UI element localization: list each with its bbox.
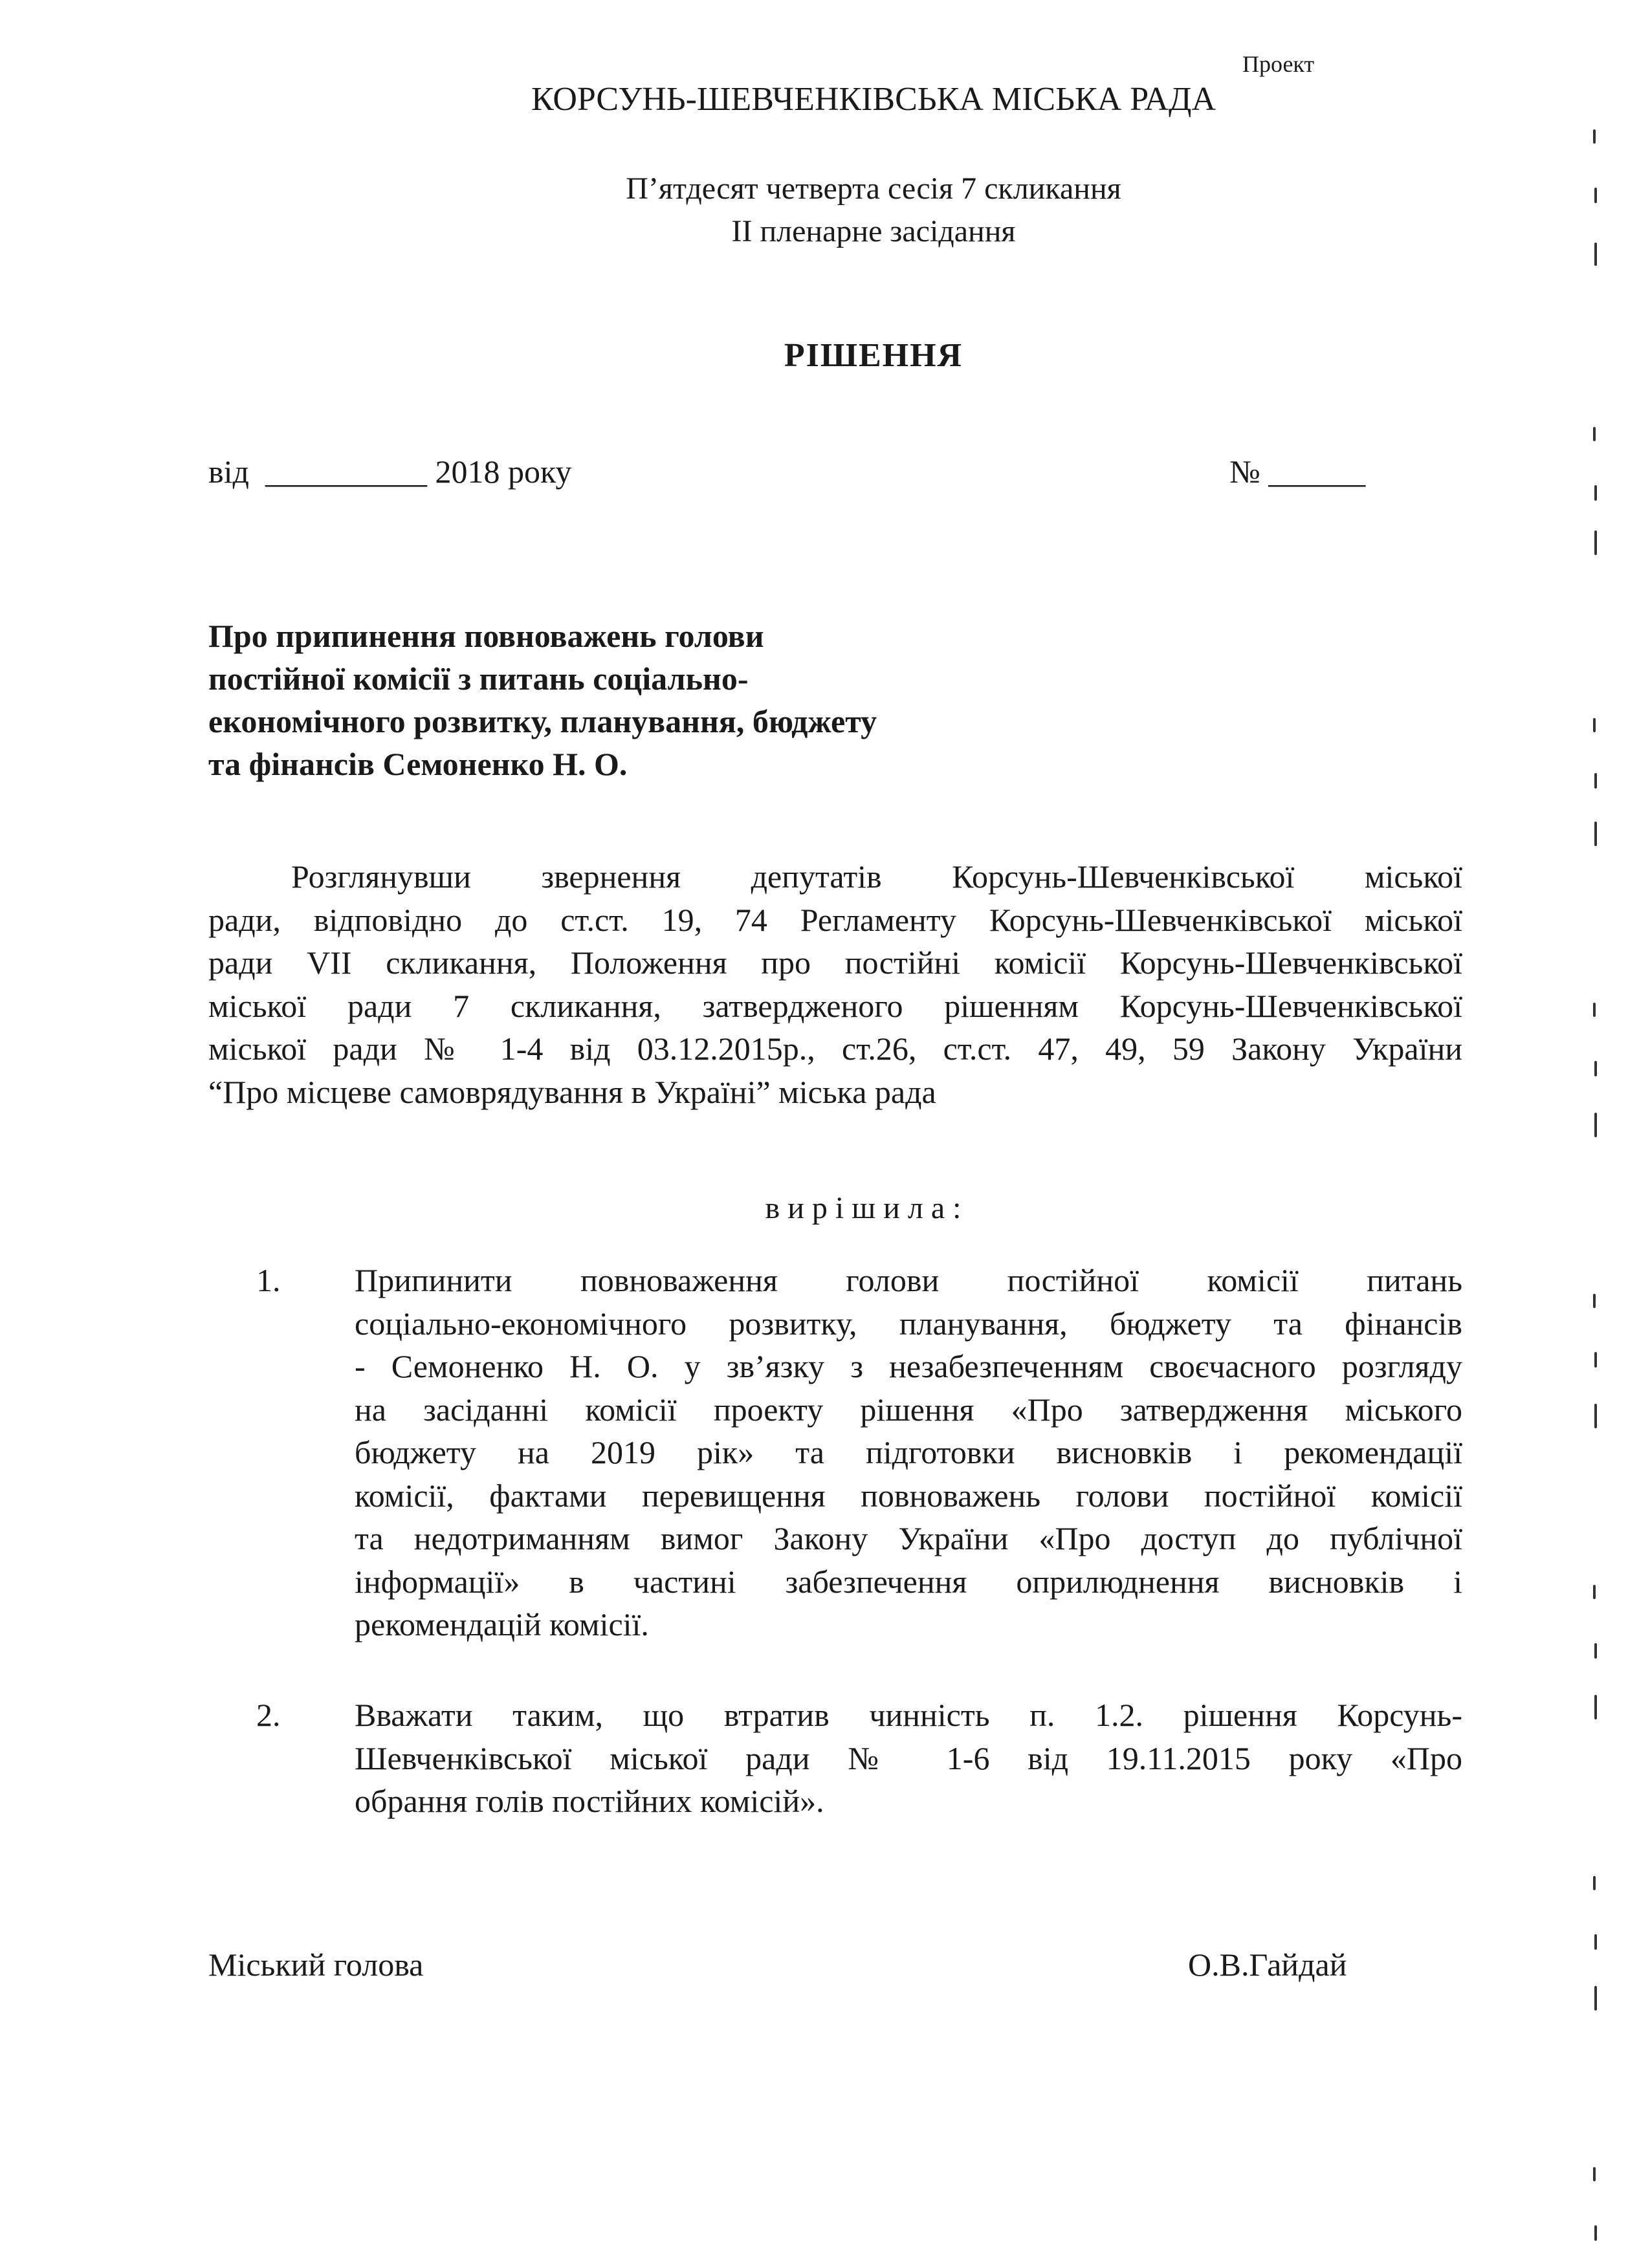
- item-text: [355, 1694, 1462, 1823]
- item-line: та недотриманням вимог Закону України «Про доступ до публічної: [355, 1520, 1462, 1556]
- binding-mark: [1594, 530, 1597, 555]
- subject-line: Про припинення повноважень голови: [208, 618, 764, 654]
- binding-mark: [1594, 485, 1597, 501]
- binding-mark: [1593, 2167, 1596, 2181]
- item-line: рекомендацій комісії.: [355, 1606, 649, 1642]
- signatory-name: О.В.Гайдай: [1188, 1946, 1347, 1983]
- preamble-line: міської ради № 1-4 від 03.12.2015р., ст.26, ст.ст. 47, 49, 59 Закону України: [208, 1030, 1462, 1067]
- item-line: комісії, фактами перевищення повноважень голови постійної комісії: [355, 1477, 1462, 1514]
- binding-mark: [1593, 1585, 1596, 1599]
- scan-binding-marks: [1592, 0, 1611, 2268]
- draft-label: Проект: [1242, 51, 1315, 77]
- decision-date: від __________ 2018 року: [208, 453, 572, 490]
- preamble-paragraph: [208, 855, 1462, 1113]
- plenary-session-line: ІІ пленарне засідання: [731, 214, 1016, 248]
- resolved-heading: вирішила:: [765, 1191, 969, 1225]
- binding-mark: [1594, 1934, 1597, 1950]
- item-line: бюджету на 2019 рік» та підготовки висновків і рекомендації: [355, 1434, 1462, 1470]
- subject-line: та фінансів Семоненко Н. О.: [208, 746, 628, 782]
- binding-mark: [1593, 427, 1596, 441]
- binding-mark: [1594, 1643, 1597, 1659]
- binding-mark: [1594, 188, 1597, 203]
- session-line: П’ятдесят четверта сесія 7 скликання: [626, 171, 1121, 206]
- item-line: Припинити повноваження голови постійної комісії питань: [355, 1262, 1462, 1298]
- item-line: інформації» в частині забезпечення оприлюднення висновків і: [355, 1563, 1462, 1600]
- item-text: [355, 1259, 1462, 1646]
- binding-mark: [1594, 1986, 1597, 2011]
- item-line: на засіданні комісії проекту рішення «Про затвердження міського: [355, 1391, 1462, 1428]
- binding-mark: [1593, 1294, 1596, 1308]
- signatory-title: Міський голова: [208, 1946, 424, 1983]
- preamble-line: міської ради 7 скликання, затвердженого рішенням Корсунь-Шевченківської: [208, 987, 1462, 1024]
- binding-mark: [1594, 243, 1597, 266]
- binding-mark: [1594, 773, 1597, 789]
- item-line: обрання голів постійних комісій».: [355, 1783, 824, 1819]
- preamble-line: ради VII скликання, Положення про постійні комісії Корсунь-Шевченківської: [208, 944, 1462, 981]
- decision-title: РІШЕННЯ: [784, 337, 963, 374]
- preamble-line: “Про місцеве самоврядування в Україні” міська рада: [208, 1073, 936, 1110]
- binding-mark: [1594, 1352, 1597, 1368]
- subject-line: постійної комісії з питань соціально-: [208, 660, 749, 697]
- item-line: Вважати таким, що втратив чинність п. 1.2. рішення Корсунь-: [355, 1697, 1462, 1733]
- decision-subject: [208, 615, 1050, 785]
- binding-mark: [1593, 129, 1596, 144]
- binding-mark: [1594, 1695, 1597, 1719]
- binding-mark: [1594, 1113, 1597, 1137]
- binding-mark: [1594, 2225, 1597, 2241]
- binding-mark: [1593, 1003, 1596, 1017]
- binding-mark: [1594, 822, 1597, 846]
- binding-mark: [1594, 1404, 1597, 1428]
- decision-number: № ______: [1229, 453, 1366, 490]
- binding-mark: [1593, 718, 1596, 732]
- preamble-line: Розглянувши звернення депутатів Корсунь-Шевченківської міської: [291, 858, 1462, 895]
- item-number: 1.: [256, 1262, 281, 1298]
- preamble-line: ради, відповідно до ст.ст. 19, 74 Регламенту Корсунь-Шевченківської міської: [208, 901, 1462, 938]
- subject-line: економічного розвитку, планування, бюджету: [208, 703, 877, 739]
- binding-mark: [1593, 1876, 1596, 1890]
- item-line: соціально-економічного розвитку, планування, бюджету та фінансів: [355, 1305, 1462, 1342]
- item-line: - Семоненко Н. О. у зв’язку з незабезпеченням своєчасного розгляду: [355, 1348, 1462, 1384]
- binding-mark: [1594, 1061, 1597, 1076]
- item-number: 2.: [256, 1697, 281, 1733]
- item-line: Шевченківської міської ради № 1-6 від 19.11.2015 року «Про: [355, 1739, 1462, 1776]
- council-name: КОРСУНЬ-ШЕВЧЕНКІВСЬКА МІСЬКА РАДА: [531, 81, 1216, 118]
